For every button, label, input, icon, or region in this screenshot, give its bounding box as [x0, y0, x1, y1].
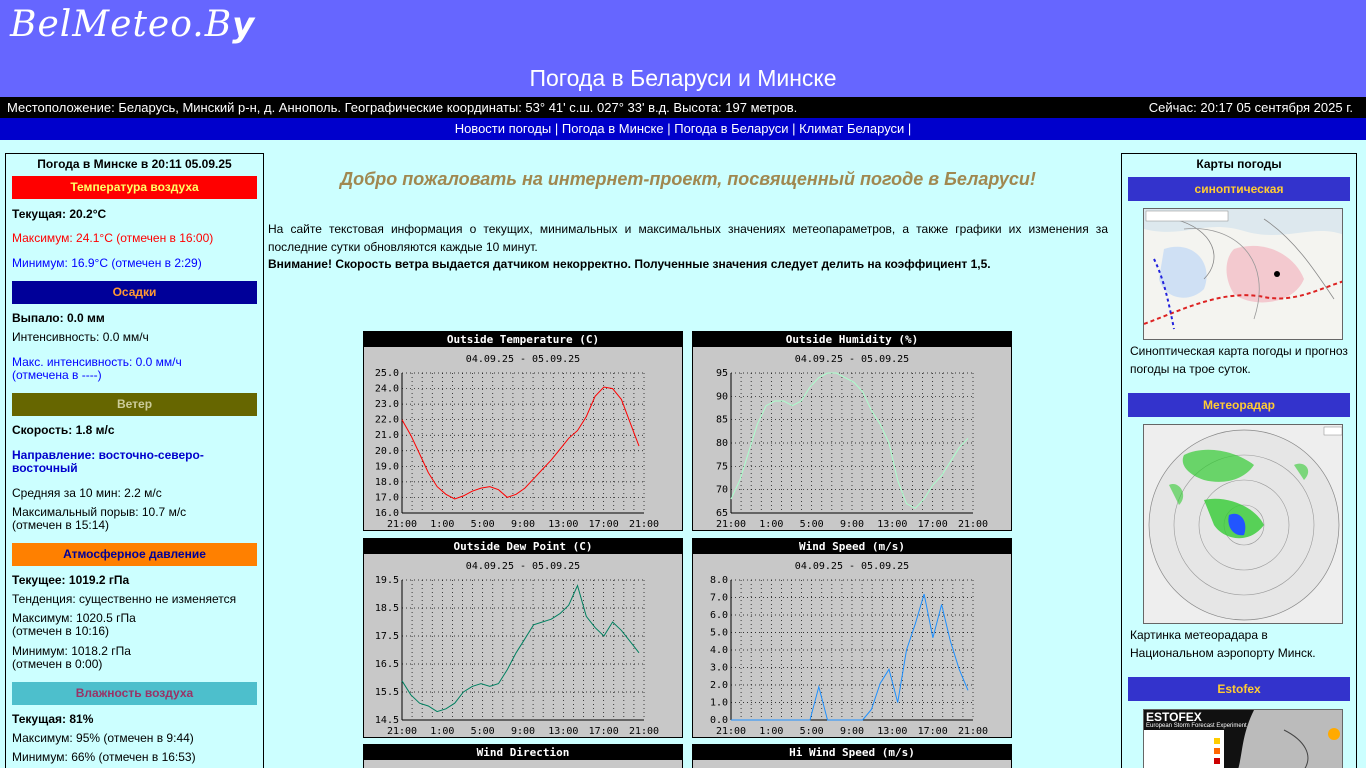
precip-max-intensity: Макс. интенсивность: 0.0 мм/ч [12, 355, 182, 369]
chart-dew-point[interactable] [363, 538, 683, 738]
main-content [268, 153, 1108, 768]
x-tick-label: 13:00 [548, 726, 579, 737]
y-tick-label: 95 [715, 368, 728, 379]
x-tick-label: 21:00 [957, 519, 989, 530]
panel-title: Карты погоды [1196, 157, 1282, 171]
estofex-logo: ESTOFEX [1146, 710, 1202, 724]
pressure-min: Минимум: 1018.2 гПа [12, 644, 131, 658]
x-tick-label: 1:00 [430, 726, 455, 737]
series-line [402, 387, 639, 499]
y-tick-label: 75 [715, 461, 728, 473]
y-tick-label: 2.0 [709, 680, 728, 691]
chart-wind-speed[interactable] [692, 538, 1012, 738]
x-tick-label: 21:00 [957, 726, 989, 737]
temp-max: Максимум: 24.1°C (отмечен в 16:00) [12, 231, 214, 245]
site-title: Погода в Беларуси и Минске [529, 65, 837, 91]
y-tick-label: 20.0 [374, 445, 399, 457]
site-logo[interactable] [10, 4, 255, 45]
precip-fallen: Выпало: 0.0 мм [12, 311, 105, 325]
radar-description: Картинка метеорадара в Национальном аэропорту Минск. [1130, 628, 1316, 660]
y-tick-label: 7.0 [709, 592, 728, 604]
nav-separator: | [663, 121, 675, 136]
logo-y-text: y [232, 5, 256, 45]
y-tick-label: 65 [715, 508, 728, 519]
chart-plot [364, 554, 684, 738]
current-time: Сейчас: 20:17 05 сентября 2025 г. [1148, 100, 1353, 115]
x-tick-label: 17:00 [588, 519, 619, 530]
nav-separator: | [788, 121, 800, 136]
y-tick-label: 16.5 [374, 659, 399, 670]
x-tick-label: 13:00 [548, 519, 579, 530]
y-tick-label: 85 [715, 414, 728, 426]
chart-plot [693, 554, 1013, 738]
y-tick-label: 14.5 [374, 715, 399, 726]
wind-gust: Максимальный порыв: 10.7 м/с [12, 505, 187, 519]
y-tick-label: 21.0 [374, 430, 399, 442]
wind-gust-time: (отмечен в 15:14) [12, 518, 110, 532]
y-tick-label: 17.5 [374, 631, 399, 642]
panel-title: Погода в Минске в 20:11 05.09.25 [37, 157, 232, 171]
wind-avg: Средняя за 10 мин: 2.2 м/с [12, 486, 162, 500]
y-tick-label: 6.0 [709, 610, 728, 621]
synoptic-map-description: Синоптическая карта погоды и прогноз погоды на трое суток. [1130, 344, 1348, 376]
wind-speed: Скорость: 1.8 м/с [12, 423, 115, 437]
y-tick-label: 70 [715, 484, 728, 496]
synoptic-map-link[interactable]: синоптическая [1128, 177, 1350, 201]
synoptic-map-image[interactable] [1143, 208, 1343, 340]
x-tick-label: 9:00 [510, 519, 536, 530]
info-bar [0, 97, 1366, 118]
y-tick-label: 18.5 [374, 603, 399, 614]
current-weather-panel [5, 153, 264, 768]
x-tick-label: 17:00 [917, 726, 948, 737]
site-description: На сайте текстовая информация о текущих, минимальных и максимальных значениях метеопараметров, а также графики их изменения за последние сутки обновляются каждые 10 минут. [268, 222, 1108, 254]
chart-outside-humidity[interactable] [692, 331, 1012, 531]
x-tick-label: 21:00 [386, 519, 418, 530]
estofex-link[interactable]: Estofex [1128, 677, 1350, 701]
site-header [0, 0, 1366, 97]
temp-current: Текущая: 20.2°C [12, 207, 107, 221]
y-tick-label: 8.0 [709, 575, 728, 586]
x-tick-label: 13:00 [877, 726, 908, 737]
y-tick-label: 0.0 [709, 715, 728, 726]
chart-hi-wind-speed[interactable] [692, 744, 1012, 768]
wind-warning: Внимание! Скорость ветра выдается датчиком некорректно. Полученные значения следует делить на коэффициент 1,5. [268, 257, 991, 271]
x-tick-label: 17:00 [917, 519, 948, 530]
x-tick-label: 1:00 [759, 726, 784, 737]
pressure-max-time: (отмечен в 10:16) [12, 624, 110, 638]
y-tick-label: 17.0 [374, 492, 399, 504]
estofex-subtitle: European Storm Forecast Experiment [1146, 723, 1247, 729]
precip-intensity: Интенсивность: 0.0 мм/ч [12, 330, 149, 344]
humidity-min: Минимум: 66% (отмечен в 16:53) [12, 750, 196, 764]
pressure-min-time: (отмечен в 0:00) [12, 657, 103, 671]
chart-title: Hi Wind Speed (m/s) [693, 745, 1011, 760]
y-tick-label: 18.0 [374, 476, 399, 488]
y-tick-label: 19.0 [374, 461, 399, 473]
nav-separator: | [551, 121, 562, 136]
y-tick-label: 22.0 [374, 414, 399, 426]
x-tick-label: 21:00 [715, 519, 747, 530]
y-tick-label: 80 [715, 438, 728, 449]
wind-direction: Направление: восточно-северо-восточный [12, 448, 204, 475]
y-tick-label: 19.5 [374, 575, 399, 586]
nav-link-news[interactable]: Новости погоды [454, 121, 552, 136]
x-tick-label: 5:00 [799, 519, 824, 530]
section-humidity-header: Влажность воздуха [12, 682, 257, 705]
x-tick-label: 21:00 [628, 726, 660, 737]
section-precip-header: Осадки [12, 281, 257, 304]
pressure-current: Текущее: 1019.2 гПа [12, 573, 130, 587]
precip-max-intensity-time: (отмечена в ----) [12, 368, 102, 382]
section-wind-header: Ветер [12, 393, 257, 416]
chart-title: Wind Speed (m/s) [693, 539, 1011, 554]
y-tick-label: 15.5 [374, 687, 399, 698]
x-tick-label: 9:00 [839, 519, 865, 530]
x-tick-label: 21:00 [386, 726, 418, 737]
welcome-heading: Добро пожаловать на интернет-проект, посвященный погоде в Беларуси! [340, 169, 1036, 189]
radar-link[interactable]: Метеорадар [1128, 393, 1350, 417]
weather-maps-panel [1121, 153, 1357, 768]
chart-subtitle: 04.09.25 - 05.09.25 [794, 561, 910, 572]
nav-separator: | [904, 121, 912, 136]
nav-link-minsk[interactable]: Погода в Минске [561, 121, 664, 136]
estofex-image[interactable] [1143, 709, 1343, 768]
x-tick-label: 1:00 [430, 519, 455, 530]
chart-outside-temperature[interactable] [363, 331, 683, 531]
x-tick-label: 5:00 [799, 726, 824, 737]
pressure-max: Максимум: 1020.5 гПа [12, 611, 136, 625]
x-tick-label: 17:00 [588, 726, 619, 737]
y-tick-label: 23.0 [374, 399, 399, 411]
y-tick-label: 5.0 [709, 627, 728, 639]
chart-subtitle: 04.09.25 - 05.09.25 [794, 354, 910, 365]
chart-plot [693, 347, 1013, 531]
y-tick-label: 1.0 [709, 697, 728, 709]
y-tick-label: 4.0 [709, 645, 728, 656]
logo-main-text: BelMeteo.B [10, 4, 233, 45]
x-tick-label: 21:00 [715, 726, 747, 737]
chart-title: Outside Dew Point (C) [364, 539, 682, 554]
x-tick-label: 21:00 [628, 519, 660, 530]
humidity-max: Максимум: 95% (отмечен в 9:44) [12, 731, 194, 745]
chart-subtitle: 04.09.25 - 05.09.25 [465, 561, 581, 572]
x-tick-label: 9:00 [839, 726, 865, 737]
nav-link-belarus[interactable]: Погода в Беларуси [674, 121, 789, 136]
y-tick-label: 25.0 [374, 368, 399, 379]
y-tick-label: 16.0 [374, 508, 399, 519]
chart-subtitle: 04.09.25 - 05.09.25 [465, 354, 581, 365]
location-info: Местоположение: Беларусь, Минский р-н, д. Аннополь. Географические координаты: 53° 41' с.ш. 027° 33' в.д. Высота: 197 метров. [7, 100, 798, 115]
nav-link-climate[interactable]: Климат Беларуси [799, 121, 905, 136]
section-temperature-header: Температура воздуха [12, 176, 257, 199]
y-tick-label: 90 [715, 391, 728, 403]
x-tick-label: 5:00 [470, 519, 495, 530]
chart-plot [364, 347, 684, 531]
chart-wind-direction[interactable] [363, 744, 683, 768]
x-tick-label: 13:00 [877, 519, 908, 530]
pressure-trend: Тенденция: существенно не изменяется [12, 592, 237, 606]
section-pressure-header: Атмосферное давление [12, 543, 257, 566]
x-tick-label: 1:00 [759, 519, 784, 530]
chart-title: Wind Direction [364, 745, 682, 760]
chart-title: Outside Humidity (%) [693, 332, 1011, 347]
x-tick-label: 9:00 [510, 726, 536, 737]
y-tick-label: 24.0 [374, 383, 399, 395]
nav-bar [0, 118, 1366, 140]
temp-min: Минимум: 16.9°C (отмечен в 2:29) [12, 256, 202, 270]
y-tick-label: 3.0 [709, 662, 728, 674]
x-tick-label: 5:00 [470, 726, 495, 737]
chart-title: Outside Temperature (C) [364, 332, 682, 347]
radar-image[interactable] [1143, 424, 1343, 624]
humidity-current: Текущая: 81% [12, 712, 94, 726]
